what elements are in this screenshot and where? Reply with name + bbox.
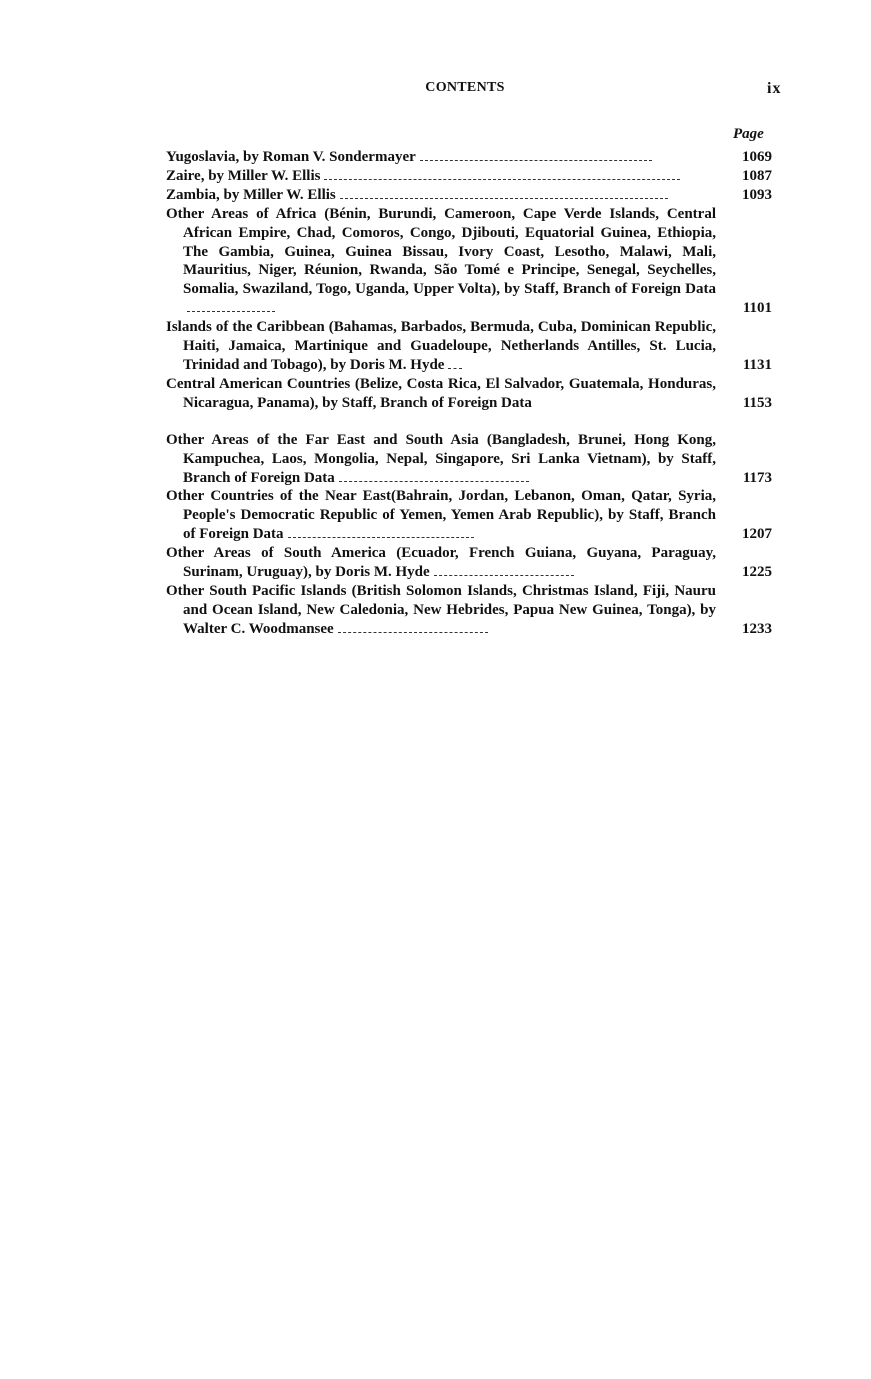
toc-entry [166, 167, 772, 186]
dot-leader [339, 480, 529, 482]
toc-entry [166, 431, 772, 488]
toc-entry-page: 1153 [742, 394, 772, 411]
toc-entry-page: 1131 [742, 356, 772, 373]
running-title: CONTENTS [425, 80, 505, 95]
dot-leader [434, 574, 574, 576]
dot-leader [340, 197, 668, 199]
toc-entry [166, 205, 772, 318]
toc-entry-page: 1233 [742, 620, 772, 637]
toc-entry [166, 148, 772, 167]
toc-entry [166, 186, 772, 205]
dot-leader [324, 178, 680, 180]
toc-entry-page: 1101 [742, 300, 772, 317]
page-column-label: Page [733, 126, 764, 142]
toc-entry-page: 1173 [742, 469, 772, 486]
toc-entry-text: Other Countries of the Near East(Bahrain, Jordan, Lebanon, Oman, Qatar, Syria, People's Democratic Republic of Yemen, Yemen Arab Republic), by Staff, Branch of Foreign Data [166, 488, 716, 543]
toc-entry-page: 1225 [742, 564, 772, 581]
page-number: ix [767, 80, 782, 97]
toc-entry [166, 582, 772, 639]
toc-entry [166, 544, 772, 582]
toc-entry [166, 318, 772, 375]
toc-entry [166, 375, 772, 413]
running-head [0, 80, 871, 100]
toc-entry-page: 1093 [742, 186, 772, 203]
dot-leader [187, 310, 275, 312]
toc-entry-text: Central American Countries (Belize, Costa Rica, El Salvador, Guatemala, Honduras, Nicaragua, Panama), by Staff, Branch of Foreign Data [166, 375, 716, 411]
toc-entry-text: Other Areas of Africa (Bénin, Burundi, Cameroon, Cape Verde Islands, Central African Empire, Chad, Comoros, Congo, Djibouti, Equatorial Guinea, Ethiopia, The Gambia, Guinea, Guinea Bissau, Ivory Coast, Lesotho, Malawi, Mali, Mauritius, Niger, Réunion, Rwanda, São Tomé e Principe, Senegal, Seychelles, Somalia, Swaziland, Togo, Uganda, Upper Volta), by Staff, Branch of Foreign Data [166, 205, 716, 298]
toc-entry-page: 1207 [742, 526, 772, 543]
toc-entry-text: Other Areas of the Far East and South Asia (Bangladesh, Brunei, Hong Kong, Kampuchea, Laos, Mongolia, Nepal, Singapore, Sri Lanka Vietnam), by Staff, Branch of Foreign Data [166, 431, 716, 486]
toc-entry [166, 487, 772, 544]
toc-entry-text: Other Areas of South America (Ecuador, French Guiana, Guyana, Paraguay, Surinam, Uruguay), by Doris M. Hyde [166, 545, 716, 581]
toc-group [166, 431, 772, 639]
dot-leader [288, 536, 474, 538]
section-gap [166, 413, 772, 431]
toc-entry-text: Yugoslavia, by Roman V. Sondermayer [166, 149, 416, 165]
dot-leader [448, 367, 462, 369]
toc-entry-text: Islands of the Caribbean (Bahamas, Barbados, Bermuda, Cuba, Dominican Republic, Haiti, Jamaica, Martinique and Guadeloupe, Netherlands Antilles, St. Lucia, Trinidad and Tobago), by Doris M. Hyde [166, 319, 716, 373]
table-of-contents [166, 148, 772, 639]
toc-entry-page: 1087 [742, 167, 772, 184]
toc-entry-text: Zambia, by Miller W. Ellis [166, 186, 336, 203]
dot-leader [338, 631, 488, 633]
toc-entry-page: 1069 [742, 149, 772, 165]
toc-entry-text: Zaire, by Miller W. Ellis [166, 167, 321, 184]
dot-leader [420, 159, 652, 161]
toc-group [166, 148, 772, 413]
toc-entry-text: Other South Pacific Islands (British Solomon Islands, Christmas Island, Fiji, Nauru and Ocean Island, New Caledonia, New Hebrides, Papua New Guinea, Tonga), by Walter C. Woodmansee [166, 582, 716, 637]
